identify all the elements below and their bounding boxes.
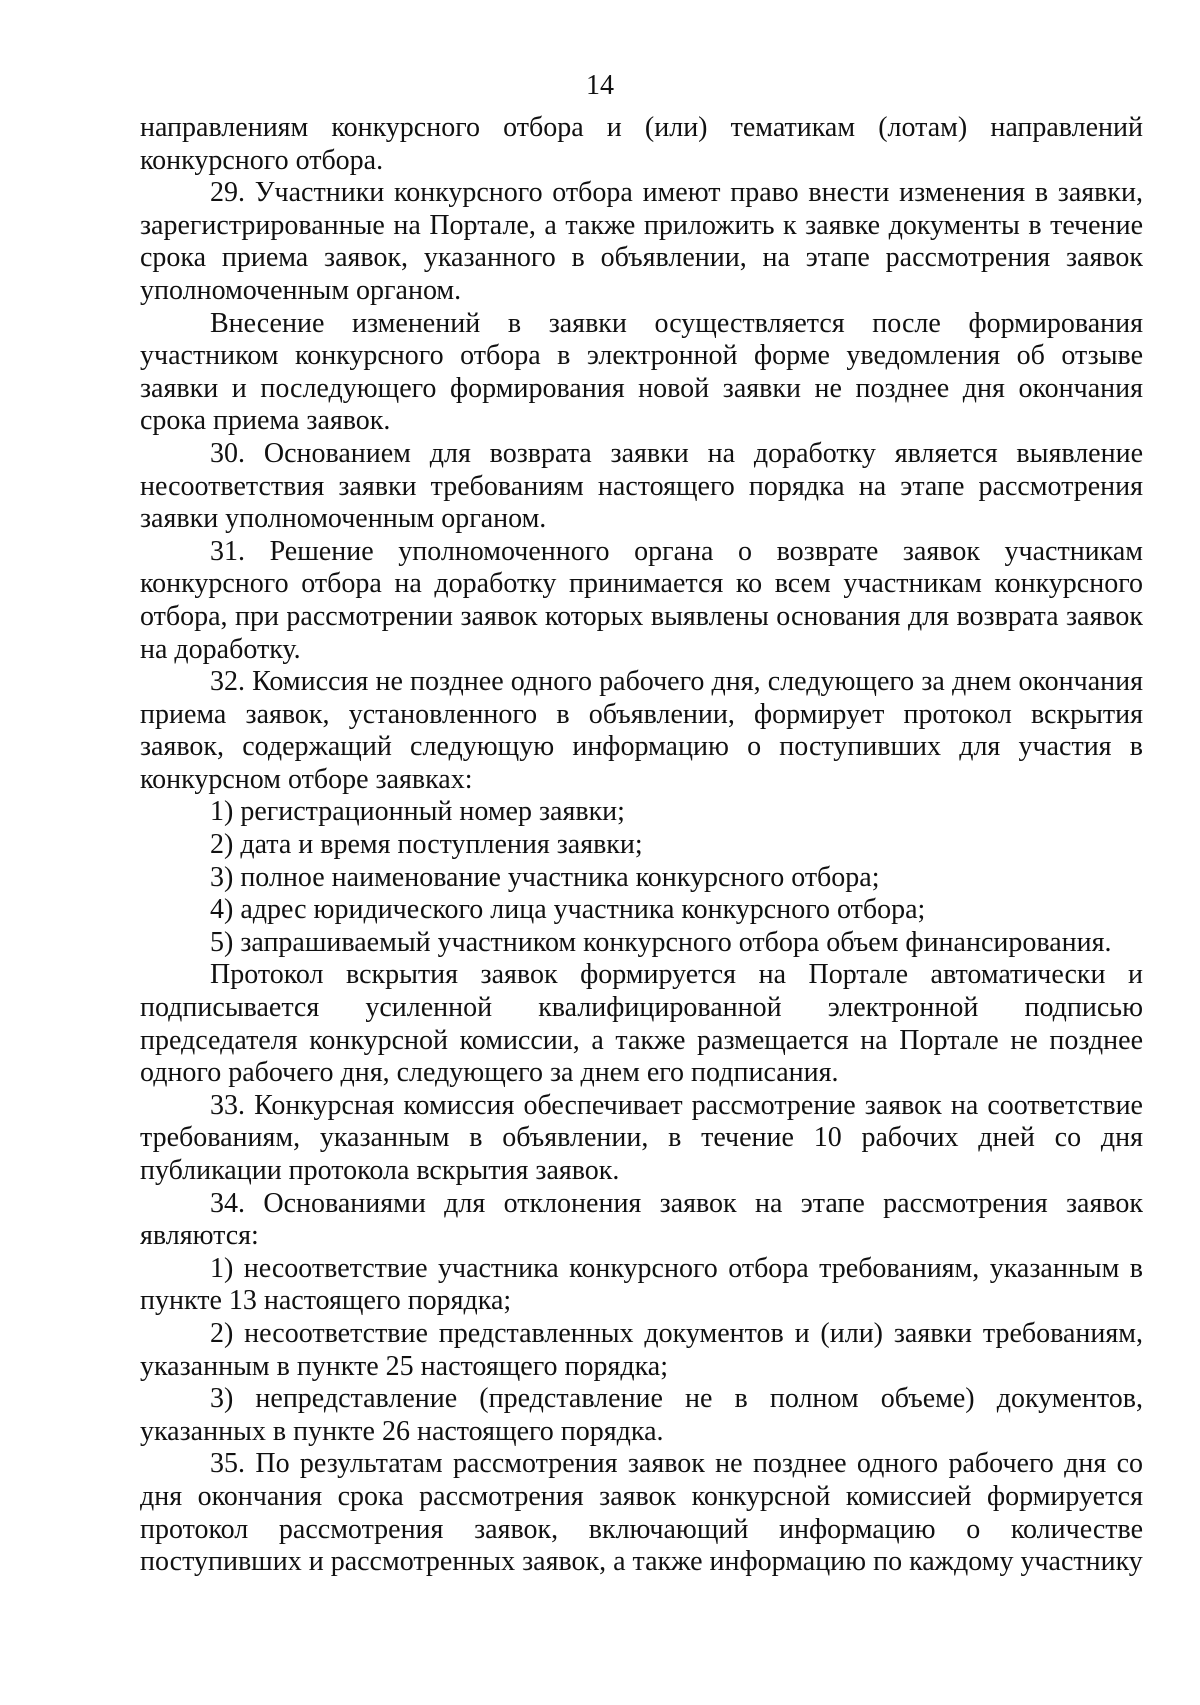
list-item-32-5: 5) запрашиваемый участником конкурсного отбора объем финансирования.: [210, 926, 1112, 958]
list-item-34-2: 2) несоответствие представленных документов и (или) заявки требованиям, указанным в пункте 25 настоящего порядка;: [140, 1317, 1143, 1382]
paragraph-35: 35. По результатам рассмотрения заявок не позднее одного рабочего дня со дня окончания срока рассмотрения заявок конкурсной комиссией формируется протокол рассмотрения заявок, включающий информацию о количестве поступивших и рассмотренных заявок, а также информацию по каждому участнику: [140, 1448, 1143, 1578]
list-item-34-1: 1) несоответствие участника конкурсного отбора требованиям, указанным в пункте 13 настоящего порядка;: [140, 1252, 1143, 1317]
list-item-34-3: 3) непредставление (представление не в полном объеме) документов, указанных в пункте 26 настоящего порядка.: [140, 1383, 1143, 1447]
paragraph-34: 34. Основаниями для отклонения заявок на этапе рассмотрения заявок являются:: [140, 1187, 1143, 1252]
list-item-32-3: 3) полное наименование участника конкурсного отбора;: [210, 861, 880, 893]
list-item-32-1: 1) регистрационный номер заявки;: [210, 796, 625, 828]
paragraph-32-protocol: Протокол вскрытия заявок формируется на Портале автоматически и подписывается усиленной квалифицированной электронной подписью председателя конкурсной комиссии, а также размещается на Портале не позднее одного рабочего дня, следующего за днем его подписания.: [140, 959, 1143, 1089]
page-number: 14: [586, 70, 614, 101]
paragraph-33: 33. Конкурсная комиссия обеспечивает рассмотрение заявок на соответствие требованиям, указанным в объявлении, в течение 10 рабочих дней со дня публикации протокола вскрытия заявок.: [140, 1089, 1143, 1186]
paragraph-29: 29. Участники конкурсного отбора имеют право внести изменения в заявки, зарегистрированные на Портале, а также приложить к заявке документы в течение срока приема заявок, указанного в объявлении, на этапе рассмотрения заявок уполномоченным органом.: [140, 177, 1143, 306]
paragraph-continuation: направлениям конкурсного отбора и (или) тематикам (лотам) направлений конкурсного отбора.: [140, 112, 1143, 176]
list-item-32-4: 4) адрес юридического лица участника конкурсного отбора;: [210, 894, 926, 926]
paragraph-32: 32. Комиссия не позднее одного рабочего дня, следующего за днем окончания приема заявок, установленного в объявлении, формирует протокол вскрытия заявок, содержащий следующую информацию о поступивших для участия в конкурсном отборе заявках:: [140, 666, 1143, 795]
paragraph-31: 31. Решение уполномоченного органа о возврате заявок участникам конкурсного отбора на доработку принимается ко всем участникам конкурсного отбора, при рассмотрении заявок которых выявлены основания для возврата заявок на доработку.: [140, 535, 1143, 665]
document-body: [140, 112, 1143, 1579]
paragraph-29-amendments: Внесение изменений в заявки осуществляется после формирования участником конкурсного отбора в электронной форме уведомления об отзыве заявки и последующего формирования новой заявки не позднее дня окончания срока приема заявок.: [140, 307, 1143, 437]
paragraph-30: 30. Основанием для возврата заявки на доработку является выявление несоответствия заявки требованиям настоящего порядка на этапе рассмотрения заявки уполномоченным органом.: [140, 437, 1143, 535]
list-item-32-2: 2) дата и время поступления заявки;: [210, 829, 643, 861]
